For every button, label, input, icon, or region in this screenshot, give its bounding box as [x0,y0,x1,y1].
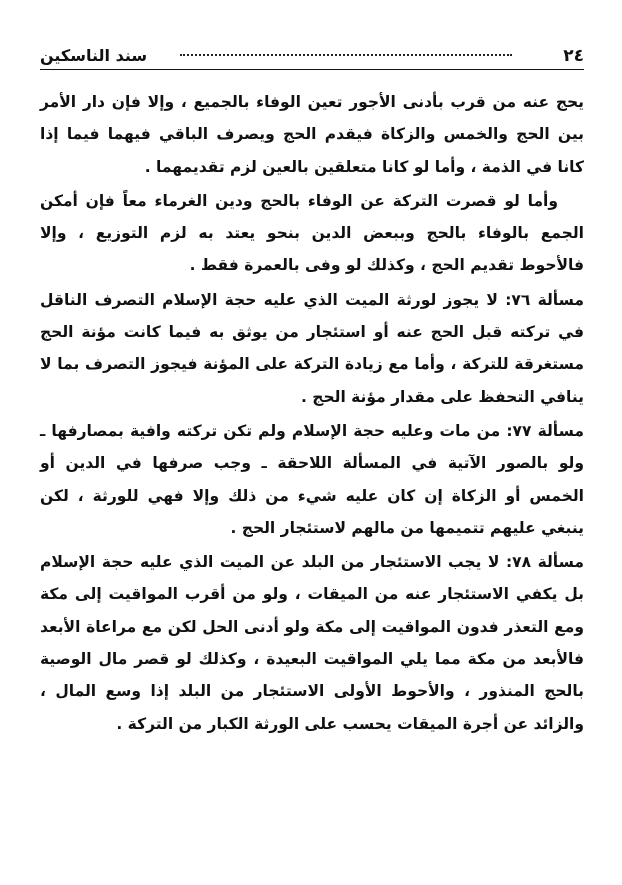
page-number: ٢٤ [563,46,584,66]
page-body [40,86,584,740]
paragraph-issue-78: مسألة ٧٨: لا يجب الاستئجار من البلد عن الميت الذي عليه حجة الإسلام بل يكفي الاستئجار عنه من الميقات ، ولو من أقرب المواقيت إلى مكة ومع التعذر فدون المواقيت إلى مكة ولو أدنى الحل لكن مع مراعاة الأبعد فالأبعد من مكة مما يلي المواقيت البعيدة ، وكذلك لو قصر مال الوصية بالحج المنذور ، والأحوط الأولى الاستئجار من البلد إذا وسع المال ، والزائد عن أجرة الميقات يحسب على الورثة الكبار من التركة . [40,553,584,733]
paragraph-issue-77: مسألة ٧٧: من مات وعليه حجة الإسلام ولم تكن تركته وافية بمصارفها ـ ولو بالصور الآتية في المسألة اللاحقة ـ وجب صرفها في الدين أو الخمس أو الزكاة إن كان عليه شيء من ذلك وإلا فهي للورثة ، لكن ينبغي عليهم تتميمها من مالهم لاستئجار الحج . [40,421,584,537]
running-header [40,44,584,70]
paragraph-issue-76: مسألة ٧٦: لا يجوز لورثة الميت الذي عليه حجة الإسلام التصرف الناقل في تركته قبل الحج عنه أو استئجار من يوثق به فيما كانت مؤنة الحج مستغرقة للتركة ، وأما مع زيادة التركة على المؤنة فيجوز التصرف بما لا ينافي التحفظ على مقدار مؤنة الحج . [40,290,584,406]
paragraph-continuation: يحج عنه من قرب بأدنى الأجور تعين الوفاء بالجميع ، وإلا فإن دار الأمر بين الحج والخمس والزكاة فيقدم الحج ويصرف الباقي فيهما فيما إذا كانا في الذمة ، وأما لو كانا متعلقين بالعين لزم تقديمهما . [40,93,584,176]
header-rule [40,69,584,70]
book-title: سند الناسكين [40,46,148,65]
paragraph: وأما لو قصرت التركة عن الوفاء بالحج ودين الغرماء معاً فإن أمكن الجمع بالوفاء بالحج وببعض الدين بنحو يعتد به لزم التوزيع ، وإلا فالأحوط تقديم الحج ، وكذلك لو وفى بالعمرة فقط . [40,191,584,275]
header-dotted-leader [180,54,512,56]
